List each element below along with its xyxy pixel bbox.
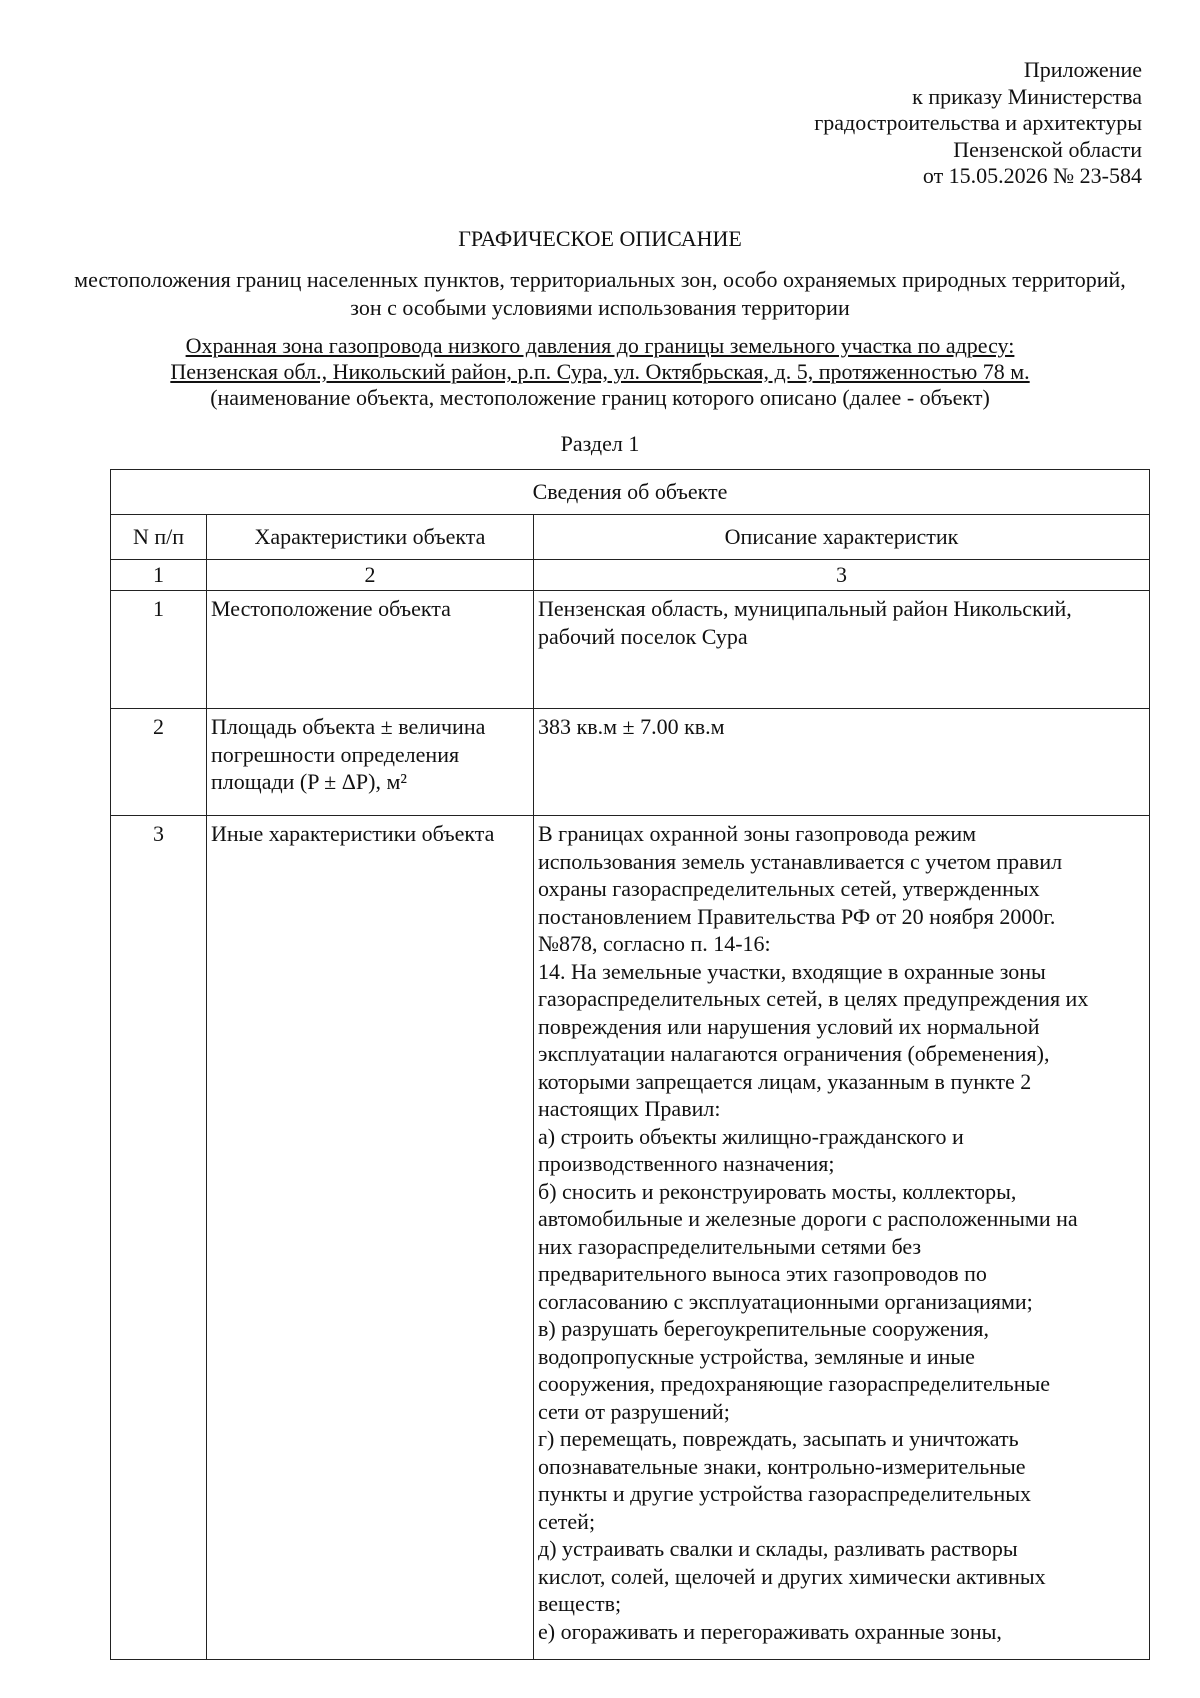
description-cell xyxy=(534,591,1150,709)
description-cell xyxy=(534,709,1150,816)
object-info-table xyxy=(110,469,1150,1660)
description-line: эксплуатации налагаются ограничения (обременения), xyxy=(538,1041,1050,1066)
description-line: е) огораживать и перегораживать охранные зоны, xyxy=(538,1618,1002,1644)
description-line: использования земель устанавливается с учетом правил xyxy=(538,848,1063,874)
description-line: охраны газораспределительных сетей, утвержденных xyxy=(538,876,1040,901)
description-line: 383 кв.м ± 7.00 кв.м xyxy=(538,714,725,739)
column-number-cell: 3 xyxy=(534,560,1150,591)
description-line: сооружения, предохраняющие газораспределительные xyxy=(538,1371,1051,1396)
section-heading: Раздел 1 xyxy=(560,431,640,456)
table-caption-row xyxy=(111,470,1150,515)
description-line: согласованию с эксплуатационными организациями; xyxy=(538,1288,1033,1314)
description-line: газораспределительных сетей, в целях предупреждения их xyxy=(538,986,1089,1011)
header-line: к приказу Министерства xyxy=(912,83,1142,109)
row-number: 3 xyxy=(111,816,207,1660)
description-line: Пензенская область, муниципальный район Никольский, xyxy=(538,596,1072,621)
table-row xyxy=(111,591,1150,709)
header-line: от 15.05.2026 № 23-584 xyxy=(922,163,1142,188)
object-name-caption: (наименование объекта, местоположение границ которого описано (далее - объект) xyxy=(210,385,990,410)
characteristic-cell: Иные характеристики объекта xyxy=(207,816,534,1660)
description-line: сети от разрушений; xyxy=(538,1398,730,1424)
document-title: ГРАФИЧЕСКОЕ ОПИСАНИЕ xyxy=(458,226,742,251)
header-cell: N п/п xyxy=(111,515,207,560)
header-line: Пензенской области xyxy=(953,136,1142,162)
object-name-line: Охранная зона газопровода низкого давления до границы земельного участка по адресу: xyxy=(185,333,1015,358)
description-line: рабочий поселок Сура xyxy=(538,623,748,649)
column-number-cell: 2 xyxy=(207,560,534,591)
description-line: в) разрушать берегоукрепительные сооружения, xyxy=(538,1316,989,1341)
description-line: №878, согласно п. 14-16: xyxy=(538,931,771,956)
description-line: автомобильные и железные дороги с расположенными на xyxy=(538,1206,1078,1231)
column-number-row xyxy=(111,560,1150,591)
description-line: кислот, солей, щелочей и других химически активных xyxy=(538,1563,1046,1589)
characteristic-cell: Местоположение объекта xyxy=(207,591,534,709)
description-line: веществ; xyxy=(538,1591,622,1616)
description-line: опознавательные знаки, контрольно-измерительные xyxy=(538,1453,1026,1479)
description-line: 14. На земельные участки, входящие в охранные зоны xyxy=(538,958,1046,984)
column-number-cell: 1 xyxy=(111,560,207,591)
table-row xyxy=(111,709,1150,816)
document-subtitle: местоположения границ населенных пунктов, территориальных зон, особо охраняемых природных территорий, зон с особыми условиями использования территории xyxy=(74,267,1126,320)
description-line: сетей; xyxy=(538,1508,596,1534)
description-line: б) сносить и реконструировать мосты, коллекторы, xyxy=(538,1178,1017,1204)
description-line: которыми запрещается лицам, указанным в пункте 2 xyxy=(538,1068,1032,1094)
table-caption: Сведения об объекте xyxy=(111,470,1150,515)
row-number: 1 xyxy=(111,591,207,709)
description-line: постановлением Правительства РФ от 20 ноября 2000г. xyxy=(538,903,1056,929)
object-name-block xyxy=(60,333,1140,411)
header-cell: Характеристики объекта xyxy=(207,515,534,560)
approval-header xyxy=(542,57,1142,190)
description-line: повреждения или нарушения условий их нормальной xyxy=(538,1013,1040,1039)
description-line: водопропускные устройства, земляные и иные xyxy=(538,1343,975,1369)
description-line: них газораспределительными сетями без xyxy=(538,1233,922,1259)
description-line: г) перемещать, повреждать, засыпать и уничтожать xyxy=(538,1426,1019,1451)
description-line: настоящих Правил: xyxy=(538,1096,721,1121)
header-line: градостроительства и архитектуры xyxy=(814,110,1142,135)
table-row xyxy=(111,816,1150,1660)
table-header-row xyxy=(111,515,1150,560)
description-line: В границах охранной зоны газопровода режим xyxy=(538,821,977,846)
description-line: производственного назначения; xyxy=(538,1151,835,1176)
header-cell: Описание характеристик xyxy=(534,515,1150,560)
description-line: предварительного выноса этих газопроводов по xyxy=(538,1261,987,1286)
description-cell xyxy=(534,816,1150,1660)
object-name-line: Пензенская обл., Никольский район, р.п. Сура, ул. Октябрьская, д. 5, протяженностью 78 м. xyxy=(170,359,1030,384)
description-line: пункты и другие устройства газораспределительных xyxy=(538,1481,1032,1506)
description-line: д) устраивать свалки и склады, разливать растворы xyxy=(538,1536,1018,1561)
header-line: Приложение xyxy=(1023,57,1142,82)
description-line: а) строить объекты жилищно-гражданского и xyxy=(538,1123,964,1149)
characteristic-cell: Площадь объекта ± величина погрешности определения площади (P ± ΔP), м² xyxy=(207,709,534,816)
row-number: 2 xyxy=(111,709,207,816)
